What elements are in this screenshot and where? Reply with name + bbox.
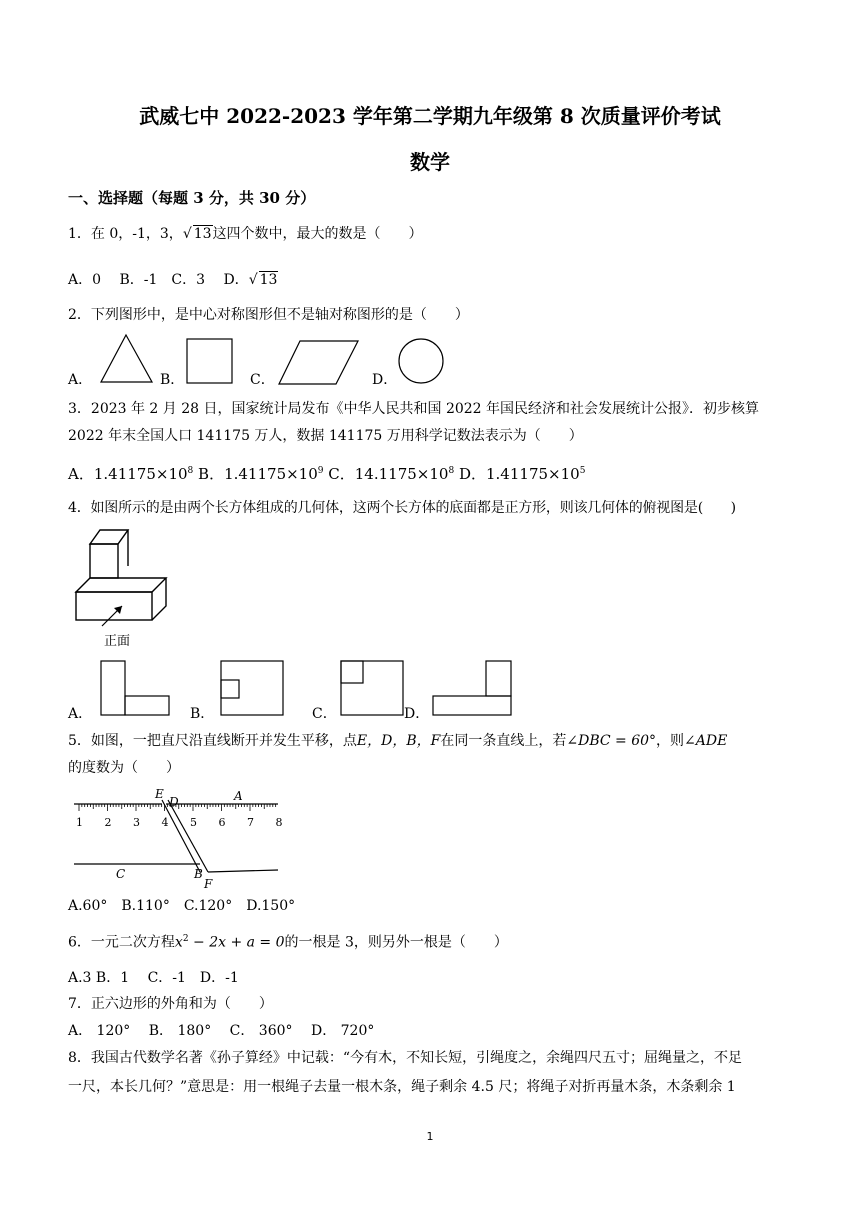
question-6-options: A.3 B．1 C．-1 D．-1	[68, 970, 239, 986]
question-5-line-1: 5．如图，一把直尺沿直线断开并发生平移，点E，D，B，F在同一条直线上，若∠DBC = 60°，则∠ADE	[68, 733, 728, 749]
page-title: 武威七中 2022-2023 学年第二学期九年级第 8 次质量评价考试	[139, 104, 721, 128]
page-subtitle: 数学	[410, 150, 450, 174]
ruler-tick-label: 8	[275, 816, 283, 829]
question-1-options: A．0 B．-1 C．3 D．√ 13	[68, 272, 278, 288]
section-heading: 一、选择题（每题 3 分，共 30 分）	[68, 189, 316, 207]
point-a-label: A	[234, 789, 243, 803]
question-8-line-2: 一尺，本长几何？”意思是：用一根绳子去量一根木条，绳子剩余 4.5 尺；将绳子对折再量木条，木条剩余 1	[68, 1079, 736, 1095]
ruler-tick-label: 6	[218, 816, 226, 829]
q2-label-d: D．	[372, 372, 398, 388]
point-c-label: C	[116, 867, 126, 881]
top-view-option-b	[220, 660, 286, 718]
page-number: 1	[426, 1130, 434, 1143]
circle-figure	[398, 338, 446, 386]
front-view-label: 正面	[104, 634, 131, 649]
q4-label-c: C．	[312, 706, 337, 722]
point-b-label: B	[194, 867, 203, 881]
q4-label-b: B．	[190, 706, 215, 722]
question-2-stem: 2．下列图形中，是中心对称图形但不是轴对称图形的是（ ）	[68, 307, 469, 323]
ruler-tick-label: 1	[76, 816, 83, 829]
question-3-options: A．$1.41175\times 10^8$ B．$1.41175\times 10^9$ C．$14.1175\times 10^8$ D．$1.41175\times 10^5$	[68, 465, 586, 483]
ruler-figure	[70, 786, 290, 894]
q2-label-c: C．	[250, 372, 275, 388]
ruler-tick-label: 3	[133, 816, 140, 829]
q4-label-d: D．	[404, 706, 430, 722]
top-view-option-d	[432, 660, 514, 718]
question-7-stem: 7．正六边形的外角和为（ ）	[68, 996, 273, 1012]
question-7-options: A． 120° B． 180° C． 360° D． 720°	[68, 1023, 375, 1039]
question-5-options: A.60° B.110° C.120° D.150°	[68, 898, 296, 914]
ruler-tick-label: 5	[190, 816, 197, 829]
top-view-option-c	[340, 660, 406, 718]
question-6-stem: 6．一元二次方程$x^2 - 2x + a = 0$的一根是 3，则另外一根是（ ）	[68, 934, 508, 951]
q4-label-a: A．	[68, 706, 93, 722]
question-4-stem: 4．如图所示的是由两个长方体组成的几何体，这两个长方体的底面都是正方形，则该几何体的俯视图是( )	[68, 500, 736, 516]
question-5-line-2: 的度数为（ ）	[68, 760, 180, 776]
ruler-tick-label: 7	[247, 816, 254, 829]
sqrt-13: √ 13	[182, 226, 212, 242]
question-1-stem: 1．在 0，-1，3，√ 13这四个数中，最大的数是（ ）	[68, 226, 423, 242]
top-view-option-a	[100, 660, 172, 718]
point-e-label: E	[155, 787, 164, 801]
ruler-tick-label: 2	[104, 816, 112, 829]
triangle-figure	[100, 334, 156, 384]
ruler-tick-label: 4	[161, 816, 169, 829]
point-f-label: F	[204, 877, 213, 891]
point-d-label: D	[169, 795, 179, 809]
square-figure	[186, 338, 234, 384]
q2-label-b: B．	[160, 372, 185, 388]
parallelogram-figure	[278, 340, 360, 386]
question-3-line-2: 2022 年末全国人口 141175 万人，数据 141175 万用科学记数法表示为（ ）	[68, 428, 583, 444]
question-3-line-1: 3．2023 年 2 月 28 日，国家统计局发布《中华人民共和国 2022 年国民经济和社会发展统计公报》．初步核算	[68, 401, 760, 417]
question-8-line-1: 8．我国古代数学名著《孙子算经》中记载：“今有木，不知长短，引绳度之，余绳四尺五寸；屈绳量之，不足	[68, 1050, 743, 1066]
q2-label-a: A．	[68, 372, 93, 388]
